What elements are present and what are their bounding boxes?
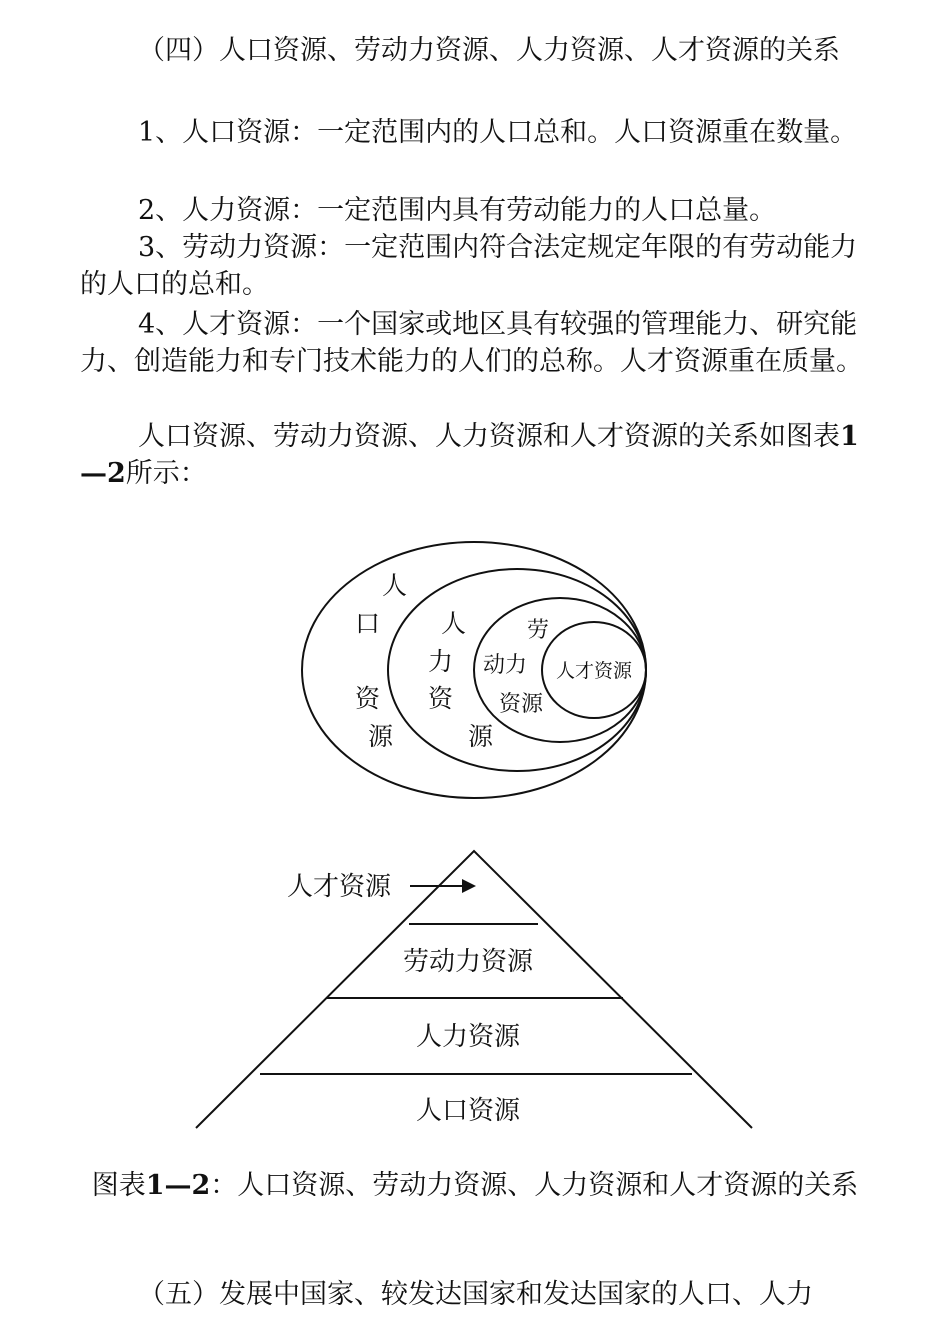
venn-second-char-1: 人 [441, 609, 467, 638]
caption-text: ：人口资源、劳动力资源、人力资源和人才资源的关系 [210, 1170, 859, 1201]
pyramid-tier-human: 人力资源 [415, 1022, 521, 1052]
item-human-resources: 2、人力资源：一定范围内具有劳动能力的人口总量。 [138, 195, 777, 226]
summary-tail: 所示： [125, 458, 207, 489]
item-labor-resources: 3、劳动力资源：一定范围内符合法定规定年限的有劳动能力的人口的总和。 [80, 232, 858, 300]
item-population-resources: 1、人口资源：一定范围内的人口总和。人口资源重在数量。 [138, 117, 858, 148]
venn-third-line-2: 动力 [483, 653, 528, 678]
venn-outer-char-1: 人 [382, 571, 408, 600]
apex-arrow-head [462, 879, 476, 893]
pyramid-diagram [196, 851, 752, 1128]
pyramid-apex-label: 人才资源 [287, 872, 392, 902]
figure-reference: 1—2 [80, 421, 859, 489]
caption-prefix: 图表 [91, 1170, 146, 1201]
figure-caption [80, 1167, 870, 1204]
venn-outer-char-2: 口 [355, 609, 381, 638]
venn-outer-char-4: 源 [368, 722, 394, 751]
venn-second-char-3: 资 [428, 684, 454, 713]
venn-third-line-3: 资源 [499, 692, 544, 717]
section-heading-4: （四）人口资源、劳动力资源、人力资源、人才资源的关系 [138, 35, 840, 66]
section-heading-5: （五）发展中国家、较发达国家和发达国家的人口、人力 [138, 1279, 813, 1310]
pyramid-outline [196, 851, 752, 1128]
venn-inner-label: 人才资源 [555, 660, 633, 682]
venn-outer-char-3: 资 [355, 684, 381, 713]
summary-text: 人口资源、劳动力资源、人力资源和人才资源的关系如图表 [138, 421, 840, 452]
venn-third-line-1: 劳 [527, 618, 550, 643]
pyramid-tier-labor: 劳动力资源 [402, 947, 534, 977]
pyramid-tier-population: 人口资源 [415, 1096, 521, 1126]
caption-ref: 1—2 [145, 1170, 211, 1201]
venn-second-char-2: 力 [428, 647, 454, 676]
item-talent-resources: 4、人才资源：一个国家或地区具有较强的管理能力、研究能力、创造能力和专门技术能力的人们的总称。人才资源重在质量。 [80, 309, 863, 377]
venn-second-char-4: 源 [468, 722, 494, 751]
